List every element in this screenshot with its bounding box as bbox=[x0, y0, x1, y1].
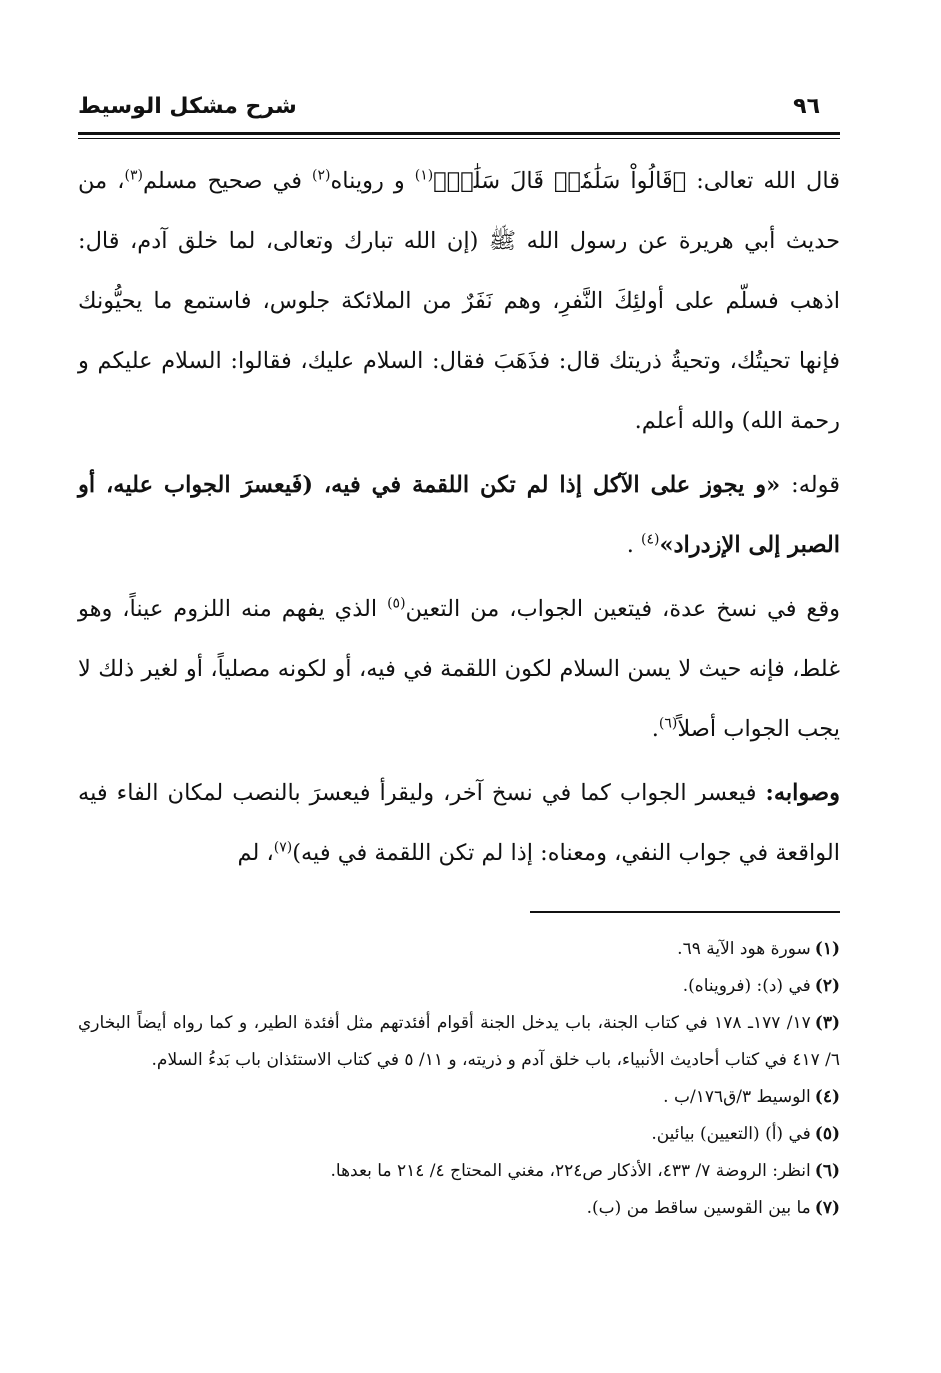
paragraph-1-text-a: قال الله تعالى: ﴿قَالُواْ سَلَٰمٗاۖ قَالَ سَلَٰمٞ﴾ bbox=[433, 168, 840, 194]
paragraph-2 bbox=[78, 455, 840, 575]
footnote-separator bbox=[530, 911, 840, 913]
footnote-number: (٤) bbox=[814, 1087, 840, 1107]
footnote-ref-1: (١) bbox=[414, 167, 434, 184]
footnote-ref-7: (٧) bbox=[273, 839, 293, 856]
paragraph-4-text-a: فيعسر الجواب كما في نسخ آخر، وليقرأ فيعسرَ بالنصب لمكان الفاء فيه الواقعة في جواب النفي، ومعناه: إذا لم تكن اللقمة في فيه) bbox=[78, 780, 840, 866]
paragraph-1-text-c: في صحيح مسلم bbox=[142, 168, 312, 194]
page-number: ٩٦ bbox=[793, 94, 820, 119]
paragraph-4-text-b: ، لم bbox=[237, 840, 274, 866]
footnote-number: (١) bbox=[814, 939, 840, 959]
footnotes bbox=[78, 931, 840, 1227]
footnote-text: الوسيط ٣/ق١٧٦/ب . bbox=[663, 1087, 811, 1107]
footnote-6 bbox=[78, 1153, 840, 1190]
paragraph-1 bbox=[78, 151, 840, 451]
header-rule bbox=[78, 132, 840, 139]
main-text bbox=[78, 151, 840, 883]
paragraph-3-text-b: الذي يفهم منه اللزوم عيناً، وهو غلط، فإنه حيث لا يسن السلام لكون اللقمة في فيه، أو لكونه مصلياً، أو لغير ذلك لا يجب الجواب أصلاً bbox=[78, 596, 840, 742]
footnote-text: ١٧/ ١٧٧ـ ١٧٨ في كتاب الجنة، باب يدخل الجنة أقوام أفئدتهم مثل أفئدة الطير، و كما رواه أيضاً البخاري ٦/ ٤١٧ في كتاب أحاديث الأنبياء، باب خلق آدم و ذريته، و ١١/ ٥ في كتاب الاستئذان باب بَدءُ السلام. bbox=[78, 1013, 840, 1070]
footnote-number: (٥) bbox=[814, 1124, 840, 1144]
paragraph-4-lead: وصوابه: bbox=[765, 780, 840, 806]
footnote-text: سورة هود الآية ٦٩. bbox=[677, 939, 811, 959]
footnote-text: في (د): (فرويناه). bbox=[682, 976, 811, 996]
footnote-number: (٢) bbox=[814, 976, 840, 996]
paragraph-3-text-a: وقع في نسخ عدة، فيتعين الجواب، من التعين bbox=[405, 596, 841, 622]
footnote-4 bbox=[78, 1079, 840, 1116]
footnote-text: انظر: الروضة ٧/ ٤٣٣، الأذكار ص٢٢٤، مغني المحتاج ٤/ ٢١٤ ما بعدها. bbox=[330, 1161, 811, 1181]
paragraph-1-text-b: و رويناه bbox=[330, 168, 415, 194]
book-title: شرح مشكل الوسيط bbox=[78, 94, 297, 119]
footnote-ref-4: (٤) bbox=[641, 531, 660, 548]
footnote-ref-5: (٥) bbox=[387, 595, 406, 612]
paragraph-4 bbox=[78, 763, 840, 883]
paragraph-3-tail: . bbox=[651, 716, 659, 742]
footnote-number: (٣) bbox=[814, 1013, 840, 1033]
footnote-5 bbox=[78, 1116, 840, 1153]
footnote-text: ما بين القوسين ساقط من (ب). bbox=[586, 1198, 811, 1218]
footnote-ref-3: (٣) bbox=[124, 167, 143, 184]
paragraph-2-quote: «و يجوز على الآكل إذا لم تكن اللقمة في فيه، (فَيعسرَ الجواب عليه، أو الصبر إلى الإزدراد» bbox=[78, 472, 840, 558]
running-header bbox=[78, 88, 840, 124]
footnote-number: (٦) bbox=[814, 1161, 840, 1181]
paragraph-2-lead: قوله: bbox=[791, 472, 840, 498]
paragraph-1-text-d: ، من حديث أبي هريرة عن رسول الله ﷺ (إن الله تبارك وتعالى، لما خلق آدم، قال: اذهب فسلّم على أولئِكَ النَّفرِ، وهم نَفَرٌ من الملائكة جلوس، فاستمع ما يحيُّونك فإنها تحيتُك، وتحيةُ ذريتك قال: فذَهَبَ فقال: السلام عليك، فقالوا: السلام عليكم و رحمة الله) والله أعلم. bbox=[78, 168, 840, 434]
footnote-ref-2: (٢) bbox=[311, 167, 331, 184]
book-page bbox=[78, 88, 840, 1227]
footnote-2 bbox=[78, 968, 840, 1005]
footnote-ref-6: (٦) bbox=[658, 715, 678, 732]
footnote-3 bbox=[78, 1005, 840, 1079]
paragraph-2-tail: . bbox=[626, 532, 641, 558]
footnote-1 bbox=[78, 931, 840, 968]
footnote-7 bbox=[78, 1190, 840, 1227]
footnote-number: (٧) bbox=[814, 1198, 840, 1218]
footnote-text: في (أ) (التعيين) بيائين. bbox=[651, 1124, 811, 1144]
paragraph-3 bbox=[78, 579, 840, 759]
